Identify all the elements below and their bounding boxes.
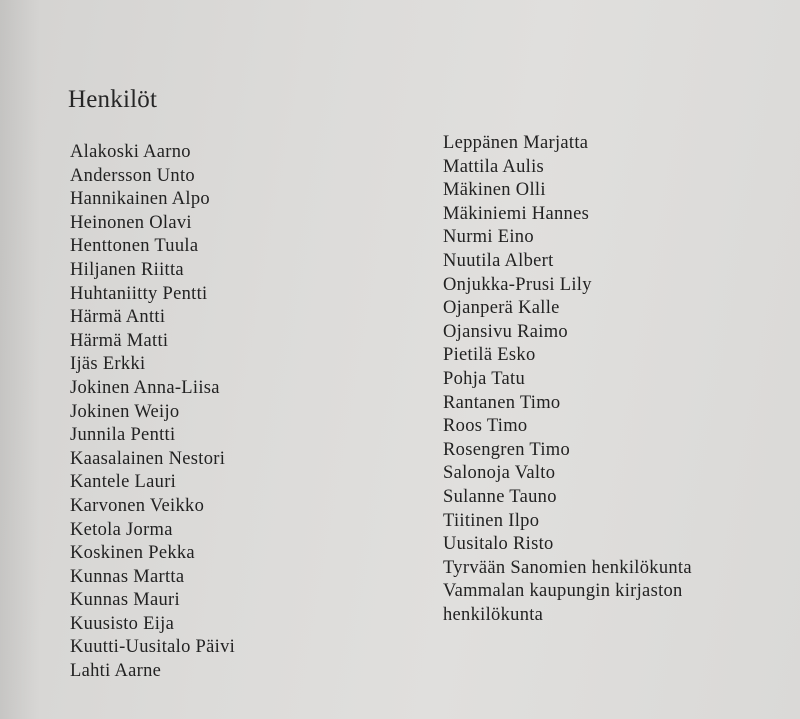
name-entry: Junnila Pentti [70,425,176,446]
name-entry: Karvonen Veikko [70,495,205,516]
name-entry: Uusitalo Risto [443,534,554,555]
name-entry: Pietilä Esko [443,345,536,366]
name-entry: Nurmi Eino [443,227,534,248]
name-entry: Huhtaniitty Pentti [70,283,208,304]
page-edge-shadow [0,0,40,719]
name-entry: Koskinen Pekka [70,543,195,564]
name-entry: Härmä Matti [70,330,169,351]
name-entry: Jokinen Weijo [70,401,180,422]
name-entry: Mäkinen Olli [443,180,546,201]
name-entry: Hiljanen Riitta [70,259,184,280]
name-entry: Vammalan kaupungin kirjaston henkilökunta [443,581,683,625]
names-list-left [70,141,235,684]
name-entry: Onjukka-Prusi Lily [443,274,592,295]
name-entry: Kunnas Mauri [70,590,180,611]
name-entry: Sulanne Tauno [443,486,557,507]
name-entry: Leppänen Marjatta [443,133,589,153]
name-entry: Ijäs Erkki [70,354,146,375]
name-entry: Härmä Antti [70,307,166,328]
name-entry: Ojansivu Raimo [443,321,568,342]
name-entry: Henttonen Tuula [70,236,199,257]
name-entry: Roos Timo [443,416,528,437]
name-entry: Ojanperä Kalle [443,298,560,319]
name-entry: Tyrvään Sanomien henkilökunta [443,557,692,578]
page-title: Henkilöt [68,86,158,113]
name-entry: Kunnas Martta [70,566,185,587]
name-entry: Alakoski Aarno [70,142,191,162]
name-entry: Mäkiniemi Hannes [443,203,590,224]
name-entry: Kuutti-Uusitalo Päivi [70,637,236,658]
name-entry: Rantanen Timo [443,392,561,413]
name-entry: Kuusisto Eija [70,613,175,634]
name-entry: Hannikainen Alpo [70,189,210,210]
name-entry: Mattila Aulis [443,156,545,177]
name-entry: Kaasalainen Nestori [70,448,226,469]
names-list-right [443,132,763,627]
name-entry: Pohja Tatu [443,368,526,389]
name-entry: Ketola Jorma [70,519,173,540]
name-entry: Nuutila Albert [443,250,554,271]
name-entry: Rosengren Timo [443,439,571,460]
name-entry: Heinonen Olavi [70,212,192,233]
name-entry: Lahti Aarne [70,661,162,682]
name-entry: Kantele Lauri [70,472,177,493]
name-entry: Salonoja Valto [443,463,556,484]
name-entry: Jokinen Anna-Liisa [70,377,220,398]
name-entry: Andersson Unto [70,165,195,186]
name-entry: Tiitinen Ilpo [443,510,540,531]
